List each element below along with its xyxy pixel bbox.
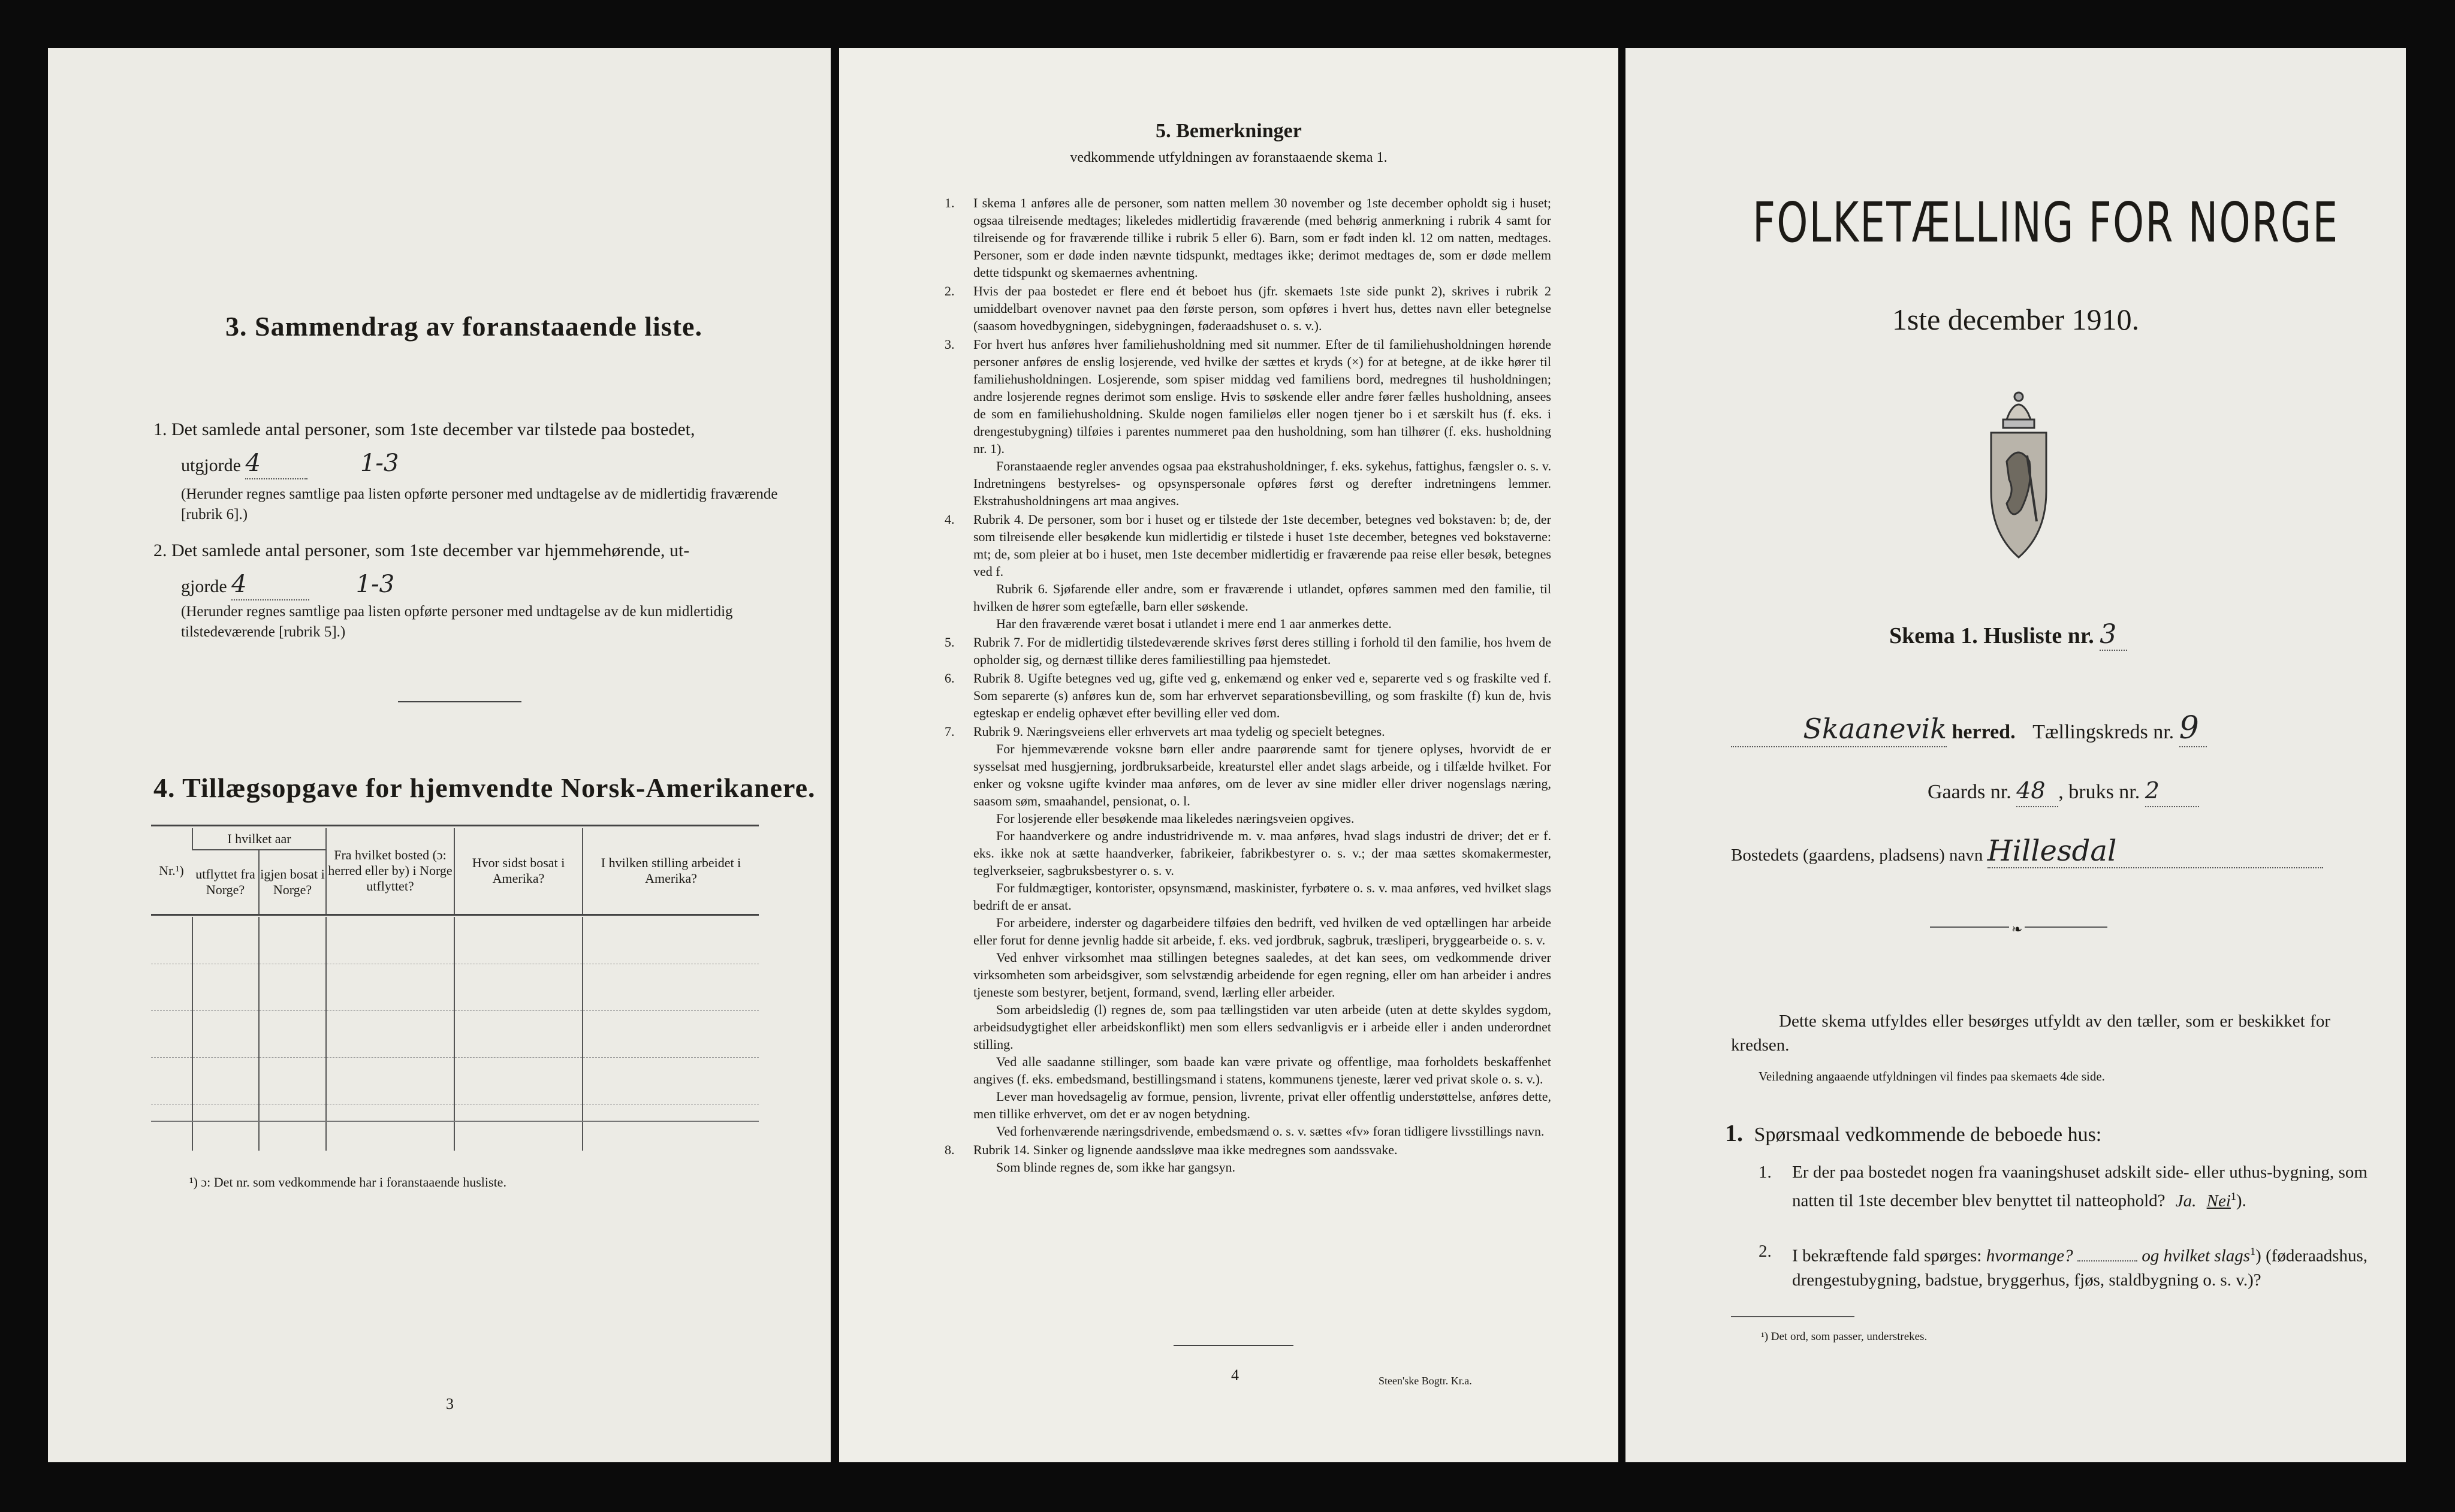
question-heading-text: Spørsmaal vedkommende de beboede hus: — [1754, 1124, 2102, 1146]
bemerkning-item — [945, 669, 1551, 722]
bemerkning-paragraph: Rubrik 6. Sjøfarende eller andre, som er fraværende i utlandet, opføres sammen med den familie, til hvilken de hører som egtefælle, barn eller søskende. — [973, 581, 1551, 614]
q1-note: (Herunder regnes samtlige paa listen opførte personer med undtagelse av de midlertidig fraværende [rubrik 6].) — [181, 486, 778, 523]
bemerkning-paragraph: For fuldmægtiger, kontorister, opsynsmænd, maskinister, fyrbøtere o. s. v. maa anføres, ved hvilket slags bedrift de er ansat. — [973, 880, 1551, 913]
q1-utgjorde-label: utgjorde — [181, 455, 241, 475]
question-heading-num: 1. — [1725, 1119, 1743, 1146]
printer-mark: Steen'ske Bogtr. Kr.a. — [1379, 1375, 1472, 1387]
col-bosted-header: Fra hvilket bosted (ɔ: herred eller by) i Norge utflyttet? — [326, 828, 454, 915]
col-hvor-header: Hvor sidst bosat i Amerika? — [454, 828, 583, 915]
bemerkning-number: 3. — [945, 337, 955, 352]
bemerkning-number: 5. — [945, 635, 955, 650]
question-1-text: Er der paa bostedet nogen fra vaaningshuset adskilt side- eller uthus-bygning, som natten til 1ste december blev benyttet til natteophold? — [1792, 1163, 2367, 1211]
bemerkning-paragraph: Rubrik 9. Næringsveiens eller erhvervets art maa tydelig og specielt betegnes. — [973, 724, 1385, 739]
bemerkning-paragraph: Som blinde regnes de, som ikke har gangsyn. — [996, 1160, 1235, 1175]
answer-nei: Nei — [2206, 1191, 2231, 1211]
middle-page — [839, 48, 1618, 1462]
question-1-num: 1. — [1759, 1163, 1772, 1182]
bemerkning-paragraph: For hvert hus anføres hver familiehusholdning med sit nummer. Efter de til familiehusholdningen hørende personer anføres de enslig losjerende, ved hvilke der sættes et kryds (×) for at betegne, at de ikke hører til familiehusholdningen. Losjerende, som spiser middag ved familiens bord, medregnes til husholdningen; andre losjerende regnes derimot som enslige. Hvis to søskende eller andre fører fælles husholdning, ansees de som en familiehusholdning. Skulde nogen familieløs eller nogen tjener bo i et særskilt hus (f. eks. i drengestubygning) tilføies i parentes nummeret paa den husholdning, som han tilhører (f. eks. husholdning nr. 1). — [973, 337, 1551, 456]
herred-value: Skaanevik — [1803, 713, 1947, 745]
bemerkning-paragraph: Foranstaaende regler anvendes ogsaa paa ekstrahusholdninger, f. eks. sykehus, fattighus, fængsler o. s. v. Indretningens bestyrelses- og opsynspersonale opføres først og derefter indretningens lemmer. Ekstrahusholdningens art maa angives. — [973, 458, 1551, 508]
bemerkning-number: 4. — [945, 512, 955, 527]
bemerkning-paragraph: For losjerende eller besøkende maa likeledes næringsveien opgives. — [996, 811, 1355, 826]
kreds-label: Tællingskreds nr. — [2032, 721, 2174, 743]
bemerkning-item — [945, 336, 1551, 509]
instruction-text: Dette skema utfyldes eller besørges utfyldt av den tæller, som er beskikket for kredsen. — [1731, 1012, 2330, 1055]
bemerkning-paragraph: Rubrik 4. De personer, som bor i huset og er tilstede der 1ste december, betegnes ved bokstaven: b; de, der som tilreisende eller besøkende kun midlertidig er tilstede i huset 1ste december, betegnes ved bokstaverne: mt; de, som pleier at bo i huset, men 1ste december midlertidig er fraværende paa reise eller besøk, betegnes ved f. — [973, 512, 1551, 579]
coat-of-arms-icon — [1985, 384, 2052, 581]
col-aar-group-header: I hvilket aar — [192, 828, 326, 850]
table-row — [151, 1057, 759, 1104]
footnote: ¹) ɔ: Det nr. som vedkommende har i foranstaaende husliste. — [189, 1175, 506, 1190]
bemerkning-number: 8. — [945, 1142, 955, 1157]
q1-answer-line — [181, 451, 601, 479]
question-2-text-a: I bekræftende fald spørges: — [1792, 1246, 1982, 1266]
bemerkning-paragraph: Hvis der paa bostedet er flere end ét beboet hus (jfr. skemaets 1ste side punkt 2), skrives i rubrik 2 umiddelbart ovenover navnet paa den første person, som opføres i hvert hus, dettes navn eller betegnelse (saasom hovedbygningen, sidebygningen, føderaadshuset o. s. v.). — [973, 283, 1551, 333]
bemerkning-item — [945, 511, 1551, 632]
question-heading — [1725, 1119, 2101, 1149]
question-2-og: og hvilket slags — [2142, 1246, 2251, 1266]
ornament-icon: ❧ — [2009, 922, 2025, 937]
table-row — [151, 964, 759, 1010]
q1-extra: 1-3 — [360, 449, 399, 477]
bemerkning-paragraph: Lever man hovedsagelig av formue, pension, livrente, privat eller offentlig understøttelse, anføres dette, men tillike erhvervet, om det er av nogen betydning. — [973, 1089, 1551, 1121]
bemerkning-item — [945, 282, 1551, 334]
bemerkning-number: 7. — [945, 724, 955, 739]
q2-value: 4 — [231, 571, 247, 598]
divider — [398, 701, 521, 702]
question-2-num: 2. — [1759, 1242, 1772, 1261]
veiledning-text: Veiledning angaaende utfyldningen vil findes paa skemaets 4de side. — [1759, 1069, 2105, 1084]
col-nr-header: Nr.¹) — [159, 863, 184, 879]
q1-text: 1. Det samlede antal personer, som 1ste december var tilstede paa bostedet, — [153, 420, 695, 439]
bemerkning-paragraph: For haandverkere og andre industridrivende m. v. maa anføres, hvad slags industri de driver; det er f. eks. ikke nok at sætte haandverker, fabrikeier, fabrikbestyrer o. s. v.; der maa sættes skomakermester, teglverkseier, sagbruksbestyrer o. s. v. — [973, 828, 1551, 878]
bemerkning-number: 2. — [945, 283, 955, 298]
page-number: 4 — [1231, 1366, 1239, 1384]
question-2-text-b: (føderaadshus, drengestubygning, badstue, bryggerhus, fjøs, staldbygning o. s. v.)? — [1792, 1246, 2368, 1290]
bemerkning-item — [945, 633, 1551, 668]
bemerkning-paragraph: For arbeidere, inderster og dagarbeidere tilføies den bedrift, ved hvilken de ved optællingen har arbeide eller forut for denne jevnlig hadde sit arbeide, f. eks. ved jordbruk, sagbruk, træsliperi, bryggearbeide o. s. v. — [973, 915, 1551, 947]
table-top-rule — [151, 825, 759, 826]
footnote: ¹) Det ord, som passer, understrekes. — [1761, 1330, 1928, 1343]
bosted-value: Hillesdal — [1987, 834, 2117, 868]
q2-utgjorde-label: gjorde — [181, 577, 227, 596]
section4-title: 4. Tillægsopgave for hjemvendte Norsk-Amerikanere. — [153, 772, 816, 803]
bemerkning-item — [945, 1141, 1551, 1176]
col-utflyttet-header: utflyttet fra Norge? — [195, 866, 255, 897]
bemerkninger-subtitle: vedkommende utfyldningen av foranstaaende skema 1. — [1070, 150, 1388, 165]
bemerkning-paragraph: For hjemmeværende voksne børn eller andre paarørende samt for tjenere oplyses, hvorvidt de er sysselsat med husgjerning, jordbruksarbeide, kreaturstel eller andet slags arbeide, og i tilfælde hvilket. For enker og voksne ugifte kvinder maa anføres, om de lever av sine midler eller driver nogenslags næring, saasom søm, smaahandel, pensionat, o. l. — [973, 741, 1551, 808]
gaards-value: 48 — [2016, 777, 2046, 804]
bruks-label: , bruks nr. — [2058, 781, 2140, 803]
col-igjen-header: igjen bosat i Norge? — [259, 850, 326, 915]
question-2-hvormange: hvormange? — [1986, 1246, 2073, 1266]
bemerkning-paragraph: I skema 1 anføres alle de personer, som natten mellem 30 november og 1ste december opholdt sig i huset; ogsaa tilreisende medtages; likeledes midlertidig fraværende (med behørig anmerkning i rubrik 4 samt for tilreisende og for fraværende tillike i rubrik 5 eller 6). Barn, som er født inden kl. 12 om natten, medtages. Personer, som er døde inden nævnte tidspunkt, medtages ikke; derimot medtages de, som er døde mellem dette tidspunkt og skemaernes avhentning. — [973, 195, 1551, 280]
herred-line — [1731, 710, 2207, 747]
bemerkning-paragraph: Ved enhver virksomhet maa stillingen betegnes saaledes, at det kan sees, om vedkommende driver virksomheten som arbeidsgiver, som selvstændig arbeidende for egen regning, eller om han arbeider i andres tjeneste som bestyrer, betjent, formand, svend, lærling eller arbeider. — [973, 950, 1551, 1000]
bemerkning-number: 6. — [945, 671, 955, 686]
bemerkning-number: 1. — [945, 195, 955, 210]
bemerkning-paragraph: Rubrik 14. Sinker og lignende aandssløve maa ikke medregnes som aandssvake. — [973, 1142, 1398, 1157]
husliste-nr: 3 — [2100, 619, 2117, 650]
q2-note: (Herunder regnes samtlige paa listen opførte personer med undtagelse av de kun midlertidig tilstedeværende [rubrik 5].) — [181, 603, 733, 640]
answer-ja: Ja. — [2175, 1191, 2197, 1211]
census-date: 1ste december 1910. — [1892, 303, 2140, 336]
herred-label: herred. — [1952, 721, 2016, 743]
divider — [1174, 1345, 1293, 1346]
kreds-value: 9 — [2179, 710, 2199, 746]
q2-answer-line — [181, 572, 601, 600]
table-row — [151, 1010, 759, 1057]
q2-extra: 1-3 — [355, 571, 395, 598]
q2-text: 2. Det samlede antal personer, som 1ste december var hjemmehørende, ut- — [153, 541, 690, 560]
gaards-label: Gaards nr. — [1928, 781, 2011, 803]
q1-value: 4 — [245, 449, 261, 477]
table-row — [151, 917, 759, 964]
page-number: 3 — [446, 1395, 454, 1413]
bosted-line — [1731, 834, 2323, 868]
gaards-line — [1928, 777, 2199, 807]
bemerkning-paragraph: Ved forhenværende næringsdrivende, embedsmænd o. s. v. sættes «fv» foran tidligere livsstillings navn. — [996, 1124, 1545, 1139]
right-page — [1625, 48, 2406, 1462]
skema-label: Skema 1. Husliste nr. — [1889, 623, 2094, 648]
bemerkninger-title: 5. Bemerkninger — [1156, 120, 1302, 142]
left-page — [48, 48, 831, 1462]
bemerkninger-list — [945, 194, 1551, 1177]
bemerkning-item — [945, 194, 1551, 281]
bruks-value: 2 — [2145, 777, 2160, 804]
bosted-label: Bostedets (gaardens, pladsens) navn — [1731, 846, 1983, 865]
table-row — [151, 1104, 759, 1151]
main-title: FOLKETÆLLING FOR NORGE — [1753, 191, 2339, 255]
section3-title: 3. Sammendrag av foranstaaende liste. — [225, 311, 702, 342]
bemerkning-paragraph: Rubrik 7. For de midlertidig tilstedeværende skrives først deres stilling i forhold til den familie, hos hvem de opholder sig, og dernæst tillike deres familiestilling paa hjemstedet. — [973, 635, 1551, 667]
bemerkning-paragraph: Ved alle saadanne stillinger, som baade kan være private og offentlige, maa forholdets beskaffenhet angives (f. eks. embedsmand, bestillingsmand i statens, kommunens tjeneste, lærer ved privat skole o. s. v.). — [973, 1054, 1551, 1087]
bemerkning-paragraph: Har den fraværende været bosat i utlandet i mere end 1 aar anmerkes dette. — [996, 616, 1392, 631]
table-bottom-rule — [151, 1121, 759, 1122]
norsk-amerikaner-table — [151, 828, 759, 1151]
question-2: 2. I bekræftende fald spørges: hvormange? og hvilket slags$^1$) (føderaadshus, drengestubygning, badstue, bryggerhus, fjøs, staldbygning o. s. v.)? — [1759, 1239, 2367, 1292]
bemerkning-paragraph: Som arbeidsledig (l) regnes de, som paa tællingstiden var uten arbeide (uten at dette skyldes sygdom, arbeidsudygtighet eller arbeidskonflikt) men som ellers sedvanligvis er i arbeide eller i anden underordnet stilling. — [973, 1002, 1551, 1052]
bemerkning-paragraph: Rubrik 8. Ugifte betegnes ved ug, gifte ved g, enkemænd og enker ved e, separerte ved s og fraskilte ved f. Som separerte (s) anføres kun de, som har erhvervet separationsbevilling, og som fraskilte (f) kun de, hvis egteskap er endelig ophævet efter bevilling eller ved dom. — [973, 671, 1551, 720]
bemerkning-item — [945, 723, 1551, 1140]
skema-line — [1889, 621, 2127, 651]
question-1: 1. Er der paa bostedet nogen fra vaaningshuset adskilt side- eller uthus-bygning, som natten til 1ste december blev benyttet til natteophold? Ja. Nei$^1$). — [1759, 1160, 2367, 1213]
col-stilling-header: I hvilken stilling arbeidet i Amerika? — [583, 828, 759, 915]
